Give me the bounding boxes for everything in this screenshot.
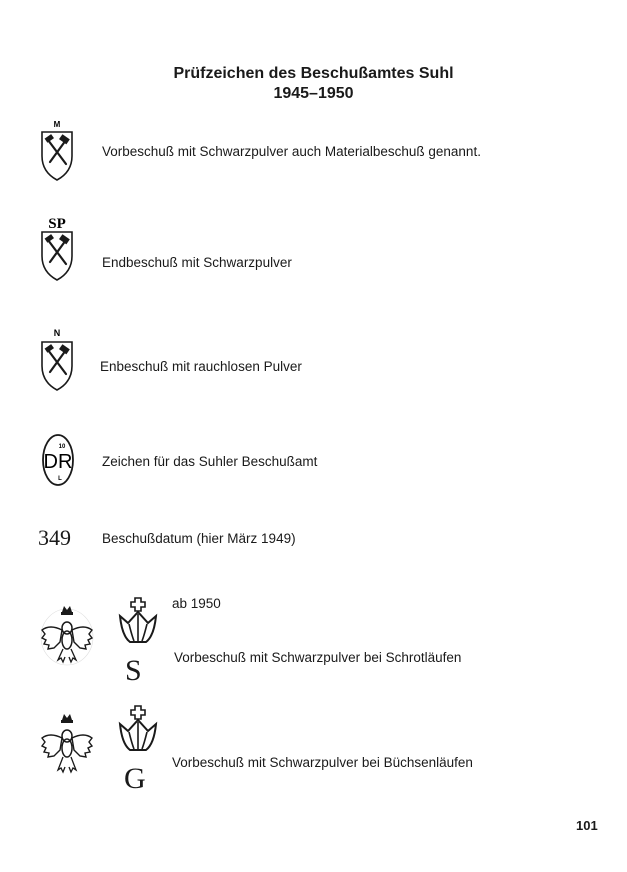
shield-hammer-m-icon bbox=[38, 118, 76, 184]
svg-text:M: M bbox=[53, 120, 61, 129]
svg-text:N: N bbox=[53, 328, 61, 338]
eagle-crown-icon bbox=[36, 710, 98, 780]
letter-mark: G bbox=[124, 762, 146, 795]
date-mark: 349 bbox=[38, 525, 71, 550]
shield-hammer-n-icon bbox=[38, 326, 76, 394]
mark-description: Zeichen für das Suhler Beschußamt bbox=[102, 454, 318, 469]
mark-description: Enbeschuß mit rauchlosen Pulver bbox=[100, 359, 302, 374]
mark-description: Vorbeschuß mit Schwarzpulver auch Materialbeschuß genannt. bbox=[102, 144, 481, 159]
mark-description: Vorbeschuß mit Schwarzpulver bei Büchsenläufen bbox=[172, 755, 473, 770]
letter-mark: S bbox=[125, 654, 142, 687]
eagle-crown-icon bbox=[36, 602, 98, 668]
svg-text:DR: DR bbox=[43, 451, 73, 473]
svg-text:10: 10 bbox=[58, 444, 66, 450]
page-title: Prüfzeichen des Beschußamtes Suhl bbox=[173, 65, 454, 82]
shield-hammer-sp-icon bbox=[38, 214, 76, 284]
mark-description: Vorbeschuß mit Schwarzpulver bei Schrotläufen bbox=[174, 650, 462, 665]
mark-description: Endbeschuß mit Schwarzpulver bbox=[102, 255, 292, 270]
mark-description: Beschußdatum (hier März 1949) bbox=[102, 531, 296, 546]
page-number: 101 bbox=[576, 818, 598, 833]
svg-text:L: L bbox=[58, 476, 62, 482]
section-label: ab 1950 bbox=[172, 596, 221, 611]
crown-cross-icon bbox=[116, 596, 160, 646]
crown-cross-icon bbox=[116, 704, 160, 754]
page-title-years: 1945–1950 bbox=[273, 85, 354, 102]
dr-circle-icon bbox=[40, 432, 76, 488]
svg-text:SP: SP bbox=[48, 216, 66, 232]
